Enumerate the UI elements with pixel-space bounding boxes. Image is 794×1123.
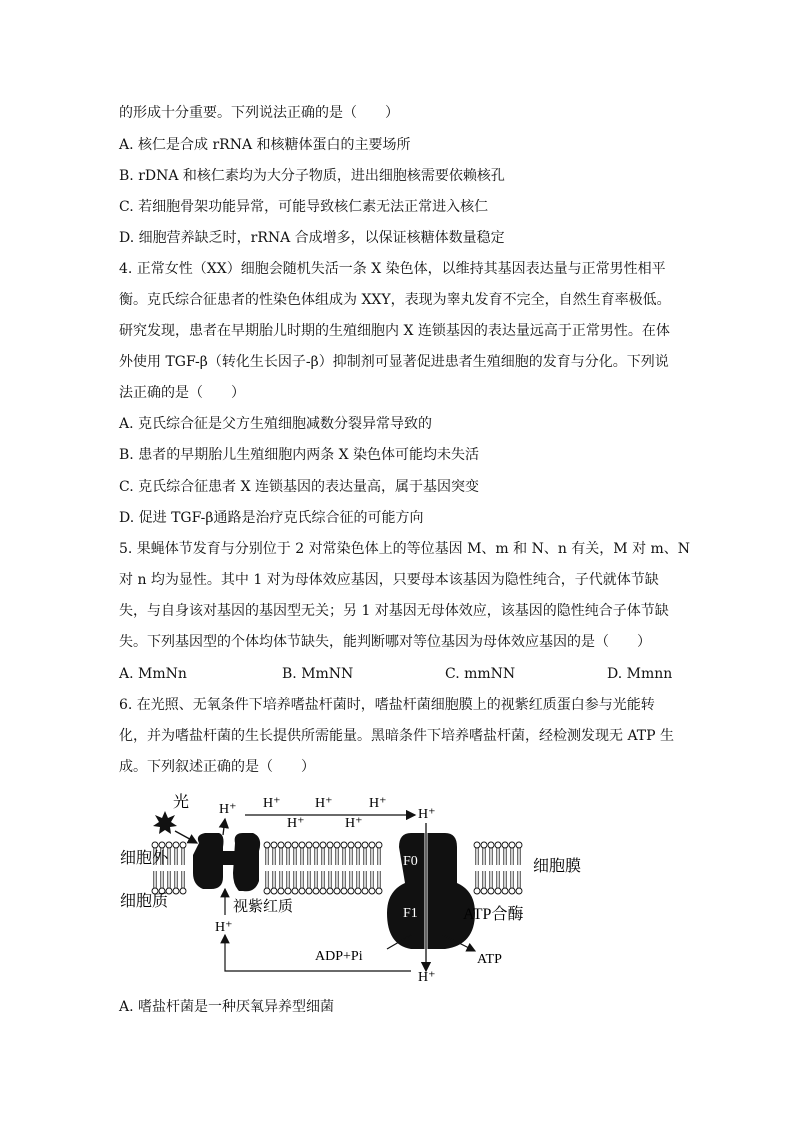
atp-synthase-protein	[387, 833, 475, 949]
f0-label: F0	[403, 854, 418, 869]
lipid-head	[313, 888, 319, 894]
lipid-head	[173, 888, 179, 894]
lipid-head	[495, 888, 501, 894]
text-line: 失，与自身该对基因的基因型无关；另 1 对基因无母体效应，该基因的隐性纯合子体节缺	[119, 603, 669, 619]
lipid-head	[474, 842, 480, 848]
lipid-head	[271, 842, 277, 848]
lipid-head	[292, 888, 298, 894]
lipid-head	[502, 888, 508, 894]
lipid-head	[313, 842, 319, 848]
lipid-head	[369, 842, 375, 848]
lipid-head	[306, 842, 312, 848]
q5-option-d: D. Mmnn	[607, 666, 673, 682]
h-ion-label: H⁺	[345, 816, 363, 831]
q3-option-c: C. 若细胞骨架功能异常，可能导致核仁素无法正常进入核仁	[119, 199, 489, 215]
lipid-head	[376, 888, 382, 894]
lipid-head	[285, 888, 291, 894]
h-ion-label: H⁺	[219, 802, 237, 817]
h-ion-label: H⁺	[418, 970, 436, 985]
lipid-head	[166, 842, 172, 848]
lipid-head	[488, 888, 494, 894]
q6-stem: 6. 在光照、无氧条件下培养嗜盐杆菌时，嗜盐杆菌细胞膜上的视紫红质蛋白参与光能转	[119, 697, 655, 713]
text-line: 研究发现，患者在早期胎儿时期的生殖细胞内 X 连锁基因的表达量远高于正常男性。在体	[119, 323, 670, 339]
lipid-head	[516, 842, 522, 848]
q3-option-b: B. rDNA 和核仁素均为大分子物质，进出细胞核需要依赖核孔	[119, 168, 505, 184]
text-line: 外使用 TGF-β（转化生长因子-β）抑制剂可显著促进患者生殖细胞的发育与分化。下列说	[119, 354, 669, 370]
lipid-head	[495, 842, 501, 848]
lipid-head	[327, 888, 333, 894]
cytoplasm-label: 细胞质	[120, 893, 169, 910]
q6-option-a: A. 嗜盐杆菌是一种厌氧异养型细菌	[119, 999, 335, 1015]
lipid-head	[180, 888, 186, 894]
lipid-head	[348, 888, 354, 894]
lipid-head	[341, 842, 347, 848]
lipid-head	[306, 888, 312, 894]
rhodopsin-protein	[193, 833, 260, 891]
lipid-head	[320, 888, 326, 894]
f1-label: F1	[403, 906, 418, 921]
lipid-head	[278, 842, 284, 848]
q3-option-d: D. 细胞营养缺乏时，rRNA 合成增多，以保证核糖体数量稳定	[119, 230, 505, 246]
q5-option-a: A. MmNn	[119, 666, 187, 682]
lipid-head	[502, 842, 508, 848]
lipid-head	[341, 888, 347, 894]
lipid-head	[488, 842, 494, 848]
h-ion-label: H⁺	[315, 796, 333, 811]
adp-pi-label: ADP+Pi	[315, 949, 363, 964]
lipid-head	[180, 842, 186, 848]
h-ion-label: H⁺	[418, 807, 436, 822]
h-ion-label: H⁺	[215, 920, 233, 935]
atp-label: ATP	[477, 952, 502, 967]
q3-option-a: A. 核仁是合成 rRNA 和核糖体蛋白的主要场所	[119, 137, 411, 153]
light-burst-icon	[153, 811, 177, 834]
lipid-head	[327, 842, 333, 848]
text-line: 失。下列基因型的个体均体节缺失，能判断哪对等位基因为母体效应基因的是（ ）	[119, 634, 651, 650]
q4-option-d: D. 促进 TGF-β通路是治疗克氏综合征的可能方向	[119, 510, 424, 526]
lipid-head	[355, 842, 361, 848]
q4-option-c: C. 克氏综合征患者 X 连锁基因的表达量高，属于基因突变	[119, 479, 479, 495]
lipid-head	[278, 888, 284, 894]
lipid-head	[481, 888, 487, 894]
lipid-head	[299, 842, 305, 848]
lipid-head	[264, 888, 270, 894]
lipid-head	[334, 842, 340, 848]
text-line: 的形成十分重要。下列说法正确的是（ ）	[119, 105, 399, 121]
text-line: 衡。克氏综合征患者的性染色体组成为 XXY，表现为睾丸发育不完全，自然生育率极低。	[119, 292, 671, 308]
membrane-diagram	[115, 785, 595, 985]
lipid-head	[509, 842, 515, 848]
rhodopsin-label: 视紫红质	[233, 899, 294, 915]
lipid-head	[173, 842, 179, 848]
text-line: 成。下列叙述正确的是（ ）	[119, 759, 315, 775]
lipid-head	[355, 888, 361, 894]
atp-synthase-label: ATP合酶	[463, 906, 524, 923]
text-line: 化，并为嗜盐杆菌的生长提供所需能量。黑暗条件下培养嗜盐杆菌，经检测发现无 ATP 生	[119, 728, 675, 744]
h-ion-label: H⁺	[369, 796, 387, 811]
lipid-head	[285, 842, 291, 848]
outside-label: 细胞外	[120, 850, 169, 867]
q4-option-a: A. 克氏综合征是父方生殖细胞减数分裂异常导致的	[119, 416, 433, 432]
lipid-head	[299, 888, 305, 894]
lipid-head	[152, 842, 158, 848]
lipid-head	[376, 842, 382, 848]
text-line: 对 n 均为显性。其中 1 对为母体效应基因，只要母本该基因为隐性纯合，子代就体节缺	[119, 572, 659, 588]
light-label: 光	[173, 794, 190, 811]
lipid-head	[474, 888, 480, 894]
lipid-head	[516, 888, 522, 894]
membrane-label: 细胞膜	[533, 858, 582, 875]
lipid-head	[334, 888, 340, 894]
lipid-head	[509, 888, 515, 894]
lipid-head	[369, 888, 375, 894]
lipid-head	[292, 842, 298, 848]
q5-option-b: B. MmNN	[282, 666, 354, 682]
lipid-head	[271, 888, 277, 894]
q5-option-c: C. mmNN	[445, 666, 516, 682]
q5-stem: 5. 果蝇体节发育与分别位于 2 对常染色体上的等位基因 M、m 和 N、n 有关，M 对 m、N	[119, 541, 691, 557]
lipid-head	[159, 842, 165, 848]
h-ion-label: H⁺	[263, 796, 281, 811]
lipid-head	[362, 888, 368, 894]
lipid-head	[264, 842, 270, 848]
text-line: 法正确的是（ ）	[119, 385, 245, 401]
h-ion-label: H⁺	[287, 816, 305, 831]
q4-option-b: B. 患者的早期胎儿生殖细胞内两条 X 染色体可能均未失活	[119, 447, 480, 463]
q4-stem: 4. 正常女性（XX）细胞会随机失活一条 X 染色体，以维持其基因表达量与正常男性相平	[119, 261, 666, 277]
lipid-head	[481, 842, 487, 848]
lipid-head	[362, 842, 368, 848]
lipid-head	[320, 842, 326, 848]
lipid-head	[348, 842, 354, 848]
